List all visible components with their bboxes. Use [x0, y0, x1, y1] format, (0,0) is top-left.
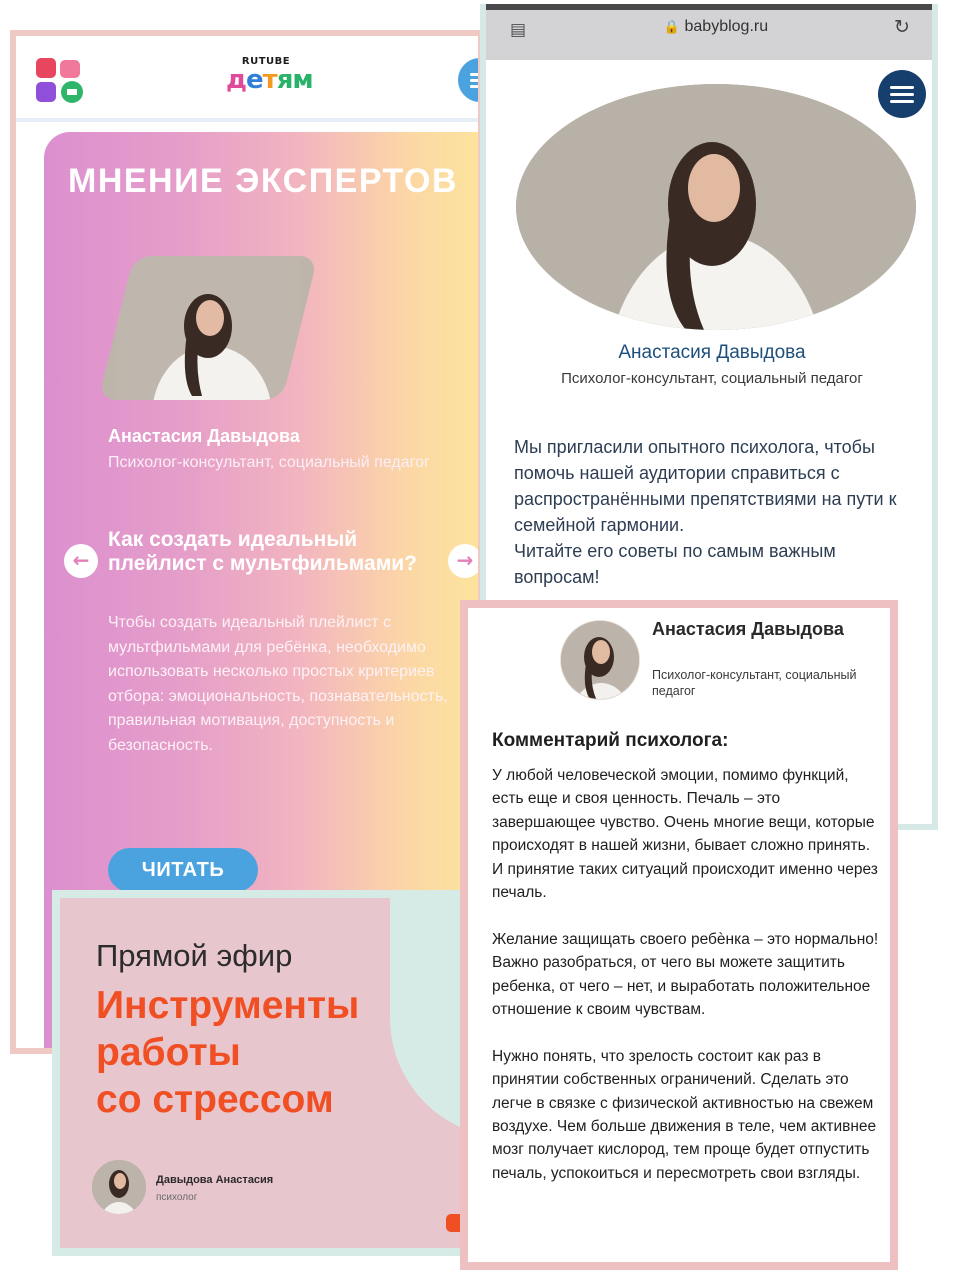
- live-stream-card: [52, 890, 486, 1256]
- live-subtitle: Прямой эфир: [96, 938, 293, 973]
- next-arrow-button[interactable]: [448, 544, 482, 578]
- section-title: МНЕНИЕ ЭКСПЕРТОВ: [68, 162, 458, 200]
- live-title: [96, 982, 456, 1123]
- expert-photo: [98, 256, 318, 400]
- comment-paragraph: Нужно понять, что зрелость состоит как раз в принятии собственных ограничений. Сделать это легче в связке с физической активностью на свежем воздухе. Чем больше движения в теле, чем активнее мозг получает кислород, тем проще будет отпустить печаль, успокоиться и пересмотреть свои взгляды.: [492, 1047, 877, 1182]
- expert-name: Анастасия Давыдова: [618, 342, 806, 363]
- expert-role: Психолог-консультант, социальный педагог: [561, 370, 863, 387]
- expert-name: Анастасия Давыдова: [652, 619, 844, 639]
- prev-arrow-button[interactable]: [64, 544, 98, 578]
- arrow-left-icon: ←: [72, 548, 90, 572]
- live-title-line: Инструменты: [96, 984, 360, 1027]
- read-button[interactable]: ЧИТАТЬ: [108, 848, 258, 892]
- comment-heading: Комментарий психолога:: [492, 730, 729, 751]
- intro-call: Читайте его советы по самым важным вопросам!: [514, 541, 836, 587]
- expert-photo: [516, 84, 916, 330]
- menu-icon: [890, 86, 914, 89]
- comment-paragraph: У любой человеческой эмоции, помимо функций, есть еще и своя ценность. Печаль – это завершающее чувство. Очень многие вещи, которые происходят в нашей жизни, бывает сложно принять. И принятие таких ситуаций происходит именно через печаль.: [492, 767, 878, 902]
- intro-paragraph: Мы пригласили опытного психолога, чтобы помочь нашей аудитории справиться с распространёнными препятствиями на пути к семейной гармонии.: [514, 437, 897, 535]
- speaker-role: психолог: [156, 1192, 198, 1203]
- avatar: [560, 620, 640, 700]
- expert-name: Анастасия Давыдова: [108, 426, 300, 446]
- expert-role: Психолог-консультант, социальный педагог: [108, 454, 430, 471]
- intro-text: [514, 434, 914, 590]
- rutube-brand-main: детям: [226, 65, 313, 95]
- rutube-brand-top: RUTUBE: [241, 56, 291, 67]
- rutube-deti-logo[interactable]: [226, 56, 313, 95]
- yarko-logo[interactable]: [34, 56, 86, 104]
- url-field[interactable]: [636, 18, 796, 36]
- url-text: babyblog.ru: [684, 18, 769, 35]
- arrow-right-icon: →: [456, 548, 474, 572]
- speaker-name: Давыдова Анастасия: [156, 1174, 274, 1186]
- comment-text: [492, 764, 882, 1209]
- rutube-header: [16, 36, 478, 122]
- avatar: [92, 1160, 146, 1214]
- lock-icon: 🔒: [663, 19, 681, 34]
- expert-role: Психолог-консультант, социальный педагог: [652, 668, 857, 698]
- menu-button[interactable]: [878, 70, 926, 118]
- live-title-line: работы: [96, 1031, 241, 1074]
- reload-icon[interactable]: ↻: [894, 16, 910, 38]
- tabs-icon[interactable]: ▤: [510, 20, 527, 40]
- psychologist-comment-card: [460, 600, 898, 1270]
- comment-paragraph: Желание защищать своего ребѐнка – это нормально! Важно разобраться, от чего вы можете защитить ребенка, от чего – нет, и выработать положительное отношение к своим чувствам.: [492, 930, 879, 1019]
- question-title: Как создать идеальный плейлист с мультфильмами?: [108, 528, 417, 575]
- answer-text: Чтобы создать идеальный плейлист с мультфильмами для ребёнка, необходимо использовать несколько простых критериев отбора: эмоциональность, познавательность, правильная мотивация, доступность и безопасность.: [108, 614, 448, 754]
- live-title-line: со стрессом: [96, 1078, 334, 1121]
